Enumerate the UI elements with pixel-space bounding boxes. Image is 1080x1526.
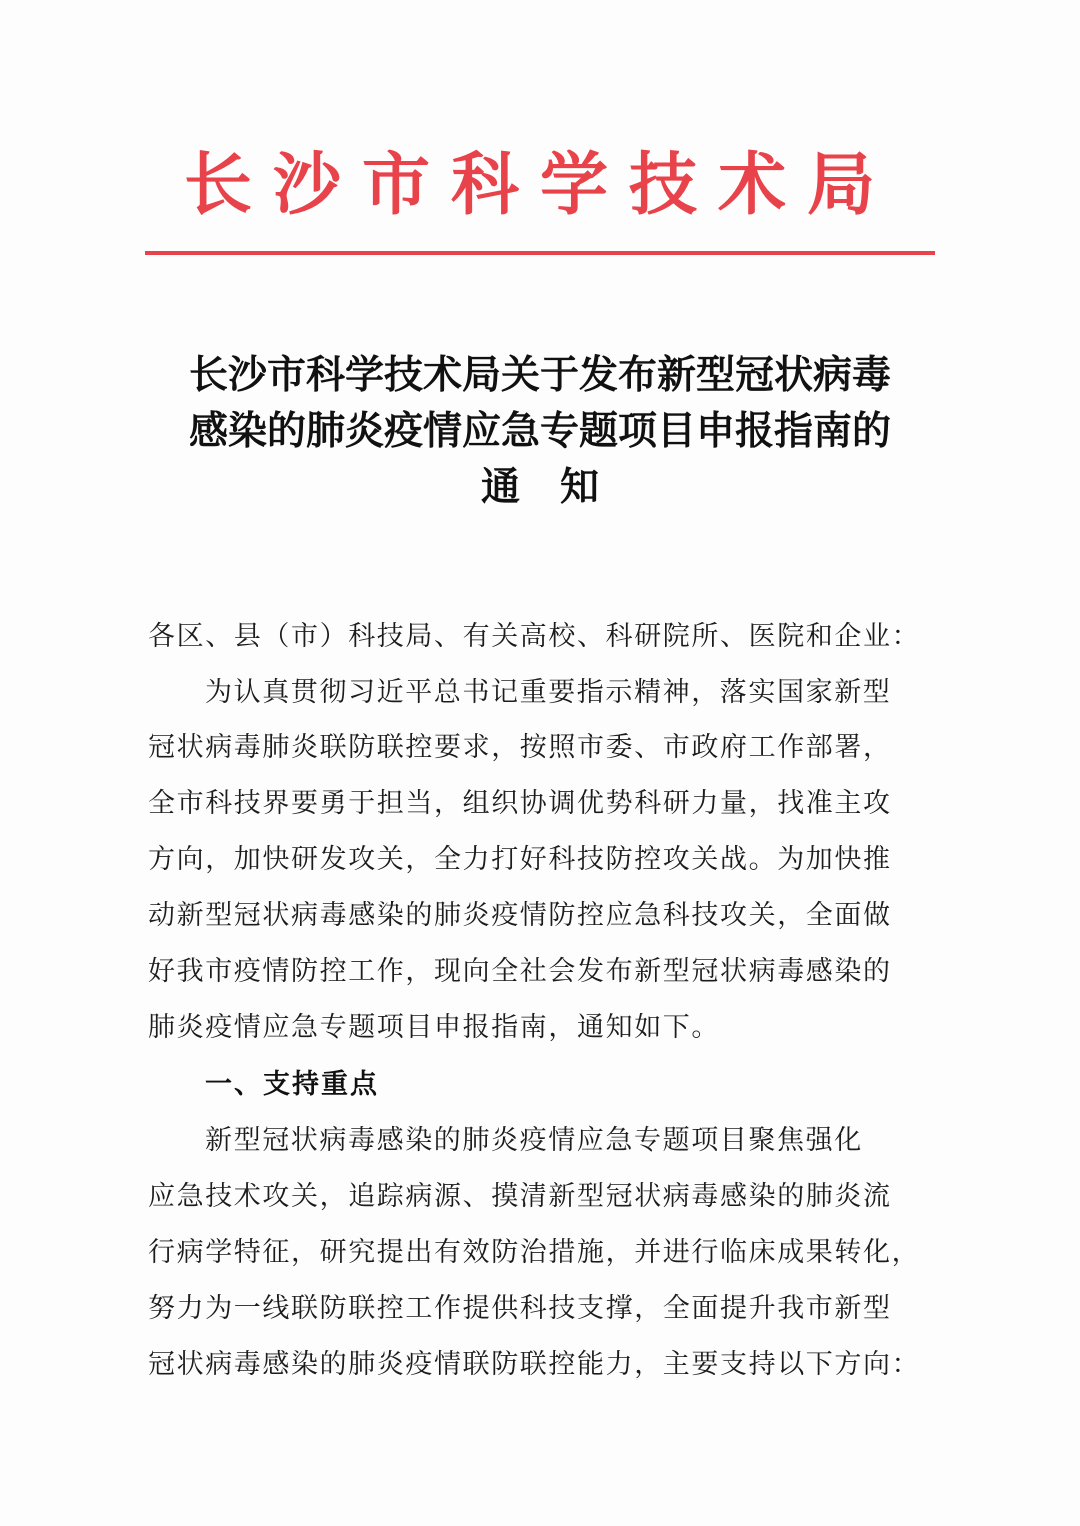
intro-line-5: 动新型冠状病毒感染的肺炎疫情防控应急科技攻关，全面做 <box>148 900 892 931</box>
letterhead-org-name: 长沙市科学技术局 <box>183 145 896 225</box>
intro-line-7: 肺炎疫情应急专题项目申报指南，通知如下。 <box>148 1012 720 1043</box>
intro-line-4: 方向，加快研发攻关，全力打好科技防控攻关战。为加快推 <box>148 844 892 875</box>
letterhead-red-rule <box>145 251 935 255</box>
intro-line-3: 全市科技界要勇于担当，组织协调优势科研力量，找准主攻 <box>148 788 892 819</box>
intro-line-1: 为认真贯彻习近平总书记重要指示精神，落实国家新型 <box>205 677 892 708</box>
section-1-line-4: 努力为一线联防联控工作提供科技支撑，全面提升我市新型 <box>148 1293 892 1324</box>
section-1-line-2: 应急技术攻关，追踪病源、摸清新型冠状病毒感染的肺炎流 <box>148 1181 892 1212</box>
document-title-line-1: 长沙市科学技术局关于发布新型冠状病毒 <box>188 353 891 398</box>
document-title <box>150 348 930 516</box>
section-1-line-1: 新型冠状病毒感染的肺炎疫情应急专题项目聚焦强化 <box>205 1125 863 1156</box>
document-title-line-3: 通知 <box>480 465 639 510</box>
section-1-line-5: 冠状病毒感染的肺炎疫情联防联控能力，主要支持以下方向： <box>148 1349 921 1380</box>
section-1-heading: 一、支持重点 <box>205 1069 379 1100</box>
section-1-line-3: 行病学特征，研究提出有效防治措施，并进行临床成果转化， <box>148 1237 921 1268</box>
addressee-line: 各区、县（市）科技局、有关高校、科研院所、医院和企业： <box>148 621 921 652</box>
intro-line-2: 冠状病毒肺炎联防联控要求，按照市委、市政府工作部署， <box>148 732 892 763</box>
intro-line-6: 好我市疫情防控工作，现向全社会发布新型冠状病毒感染的 <box>148 956 892 987</box>
document-title-line-2: 感染的肺炎疫情应急专题项目申报指南的 <box>188 409 891 454</box>
